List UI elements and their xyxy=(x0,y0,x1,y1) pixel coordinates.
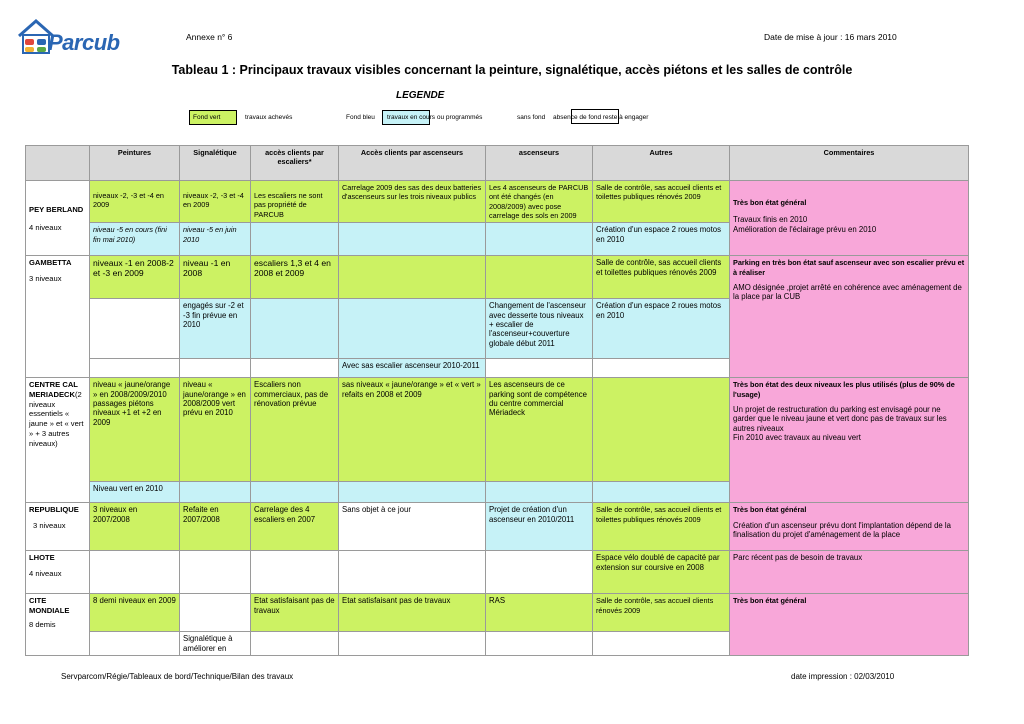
table-cell xyxy=(486,256,593,299)
table-cell xyxy=(90,359,180,378)
comment-cell xyxy=(730,256,969,378)
table-cell: Salle de contrôle, sas accueil clients rénovés 2009 xyxy=(593,594,730,632)
table-cell: Espace vélo doublé de capacité par extension sur coursive en 2008 xyxy=(593,551,730,594)
table-cell xyxy=(251,482,339,503)
site-name xyxy=(29,380,86,399)
parcub-logo xyxy=(16,16,120,58)
comment-line: Très bon état général xyxy=(733,505,807,515)
page-title: Tableau 1 : Principaux travaux visibles concernant la peinture, signalétique, accès piétons et les salles de contrôle xyxy=(171,63,853,77)
table-cell xyxy=(251,551,339,594)
legend-green-swatch xyxy=(189,110,237,125)
table-cell: 3 niveaux en 2007/2008 xyxy=(90,503,180,551)
site-levels: 4 niveaux xyxy=(29,222,62,232)
legend-none-desc: absence de fond reste à engager xyxy=(553,114,649,121)
table-cell: niveau -1 en 2008 xyxy=(180,256,251,299)
header-signaletique: Signalétique xyxy=(180,146,251,181)
table-cell xyxy=(251,223,339,256)
site-cell-republique xyxy=(26,503,90,551)
table-cell: niveau -5 en juin 2010 xyxy=(180,223,251,256)
table-cell: Les escaliers ne sont pas propriété de PARCUB xyxy=(251,181,339,223)
update-date: Date de mise à jour : 16 mars 2010 xyxy=(764,32,897,42)
site-cell-lhote xyxy=(26,551,90,594)
site-name: LHOTE xyxy=(29,553,55,563)
annex-label: Annexe n° 6 xyxy=(186,32,233,42)
comment-cell: Très bon état général xyxy=(730,594,969,656)
table-cell: niveaux -2, -3 et -4 en 2009 xyxy=(180,181,251,223)
table-header-row xyxy=(26,146,969,181)
comment-line: Création d'un ascenseur prévu dont l'implantation dépend de la finalisation du projet d'aménagement de la place xyxy=(733,520,951,539)
table-row xyxy=(26,378,969,482)
table-cell: escaliers 1,3 et 4 en 2008 et 2009 xyxy=(251,256,339,299)
header-site xyxy=(26,146,90,181)
site-name-suffix: (2 xyxy=(75,390,82,400)
table-cell: Les 4 ascenseurs de PARCUB ont été changés (en 2008/2009) avec pose carrelage des sols en 2009 xyxy=(486,181,593,223)
table-cell: Salle de contrôle, sas accueil clients et toilettes publiques rénovés 2009 xyxy=(593,181,730,223)
table-row xyxy=(26,551,969,594)
table-cell: engagés sur -2 et -3 fin prévue en 2010 xyxy=(180,299,251,359)
legend-green-desc: travaux achevés xyxy=(245,114,293,121)
table-cell xyxy=(251,299,339,359)
site-cell-gambetta xyxy=(26,256,90,378)
comment-line: AMO désignée ,projet arrêté en cohérence avec aménagement de la place par la CUB xyxy=(733,282,962,302)
comment-line: Amélioration de l'éclairage prévu en 2010 xyxy=(733,224,877,234)
site-name-text: CENTRE CAL MERIADECK xyxy=(29,380,78,400)
table-cell xyxy=(593,359,730,378)
table-cell: RAS xyxy=(486,594,593,632)
table-cell xyxy=(486,632,593,656)
table-cell xyxy=(180,551,251,594)
comment-cell: Parc récent pas de besoin de travaux xyxy=(730,551,969,594)
table-cell xyxy=(339,632,486,656)
comment-cell xyxy=(730,503,969,551)
table-cell: Les ascenseurs de ce parking sont de compétence du centre commercial Mériadeck xyxy=(486,378,593,482)
header-escaliers: accès clients par escaliers* xyxy=(251,146,339,181)
site-levels: 3 niveaux xyxy=(29,274,62,284)
table-cell: Changement de l'ascenseur avec desserte tous niveaux + escalier de l'ascenseur+couverture globale début 2011 xyxy=(486,299,593,359)
table-cell xyxy=(593,482,730,503)
table-cell: Refaite en 2007/2008 xyxy=(180,503,251,551)
site-cell-pey-berland xyxy=(26,181,90,256)
table-cell xyxy=(339,223,486,256)
header-acces-ascenseurs: Accès clients par ascenseurs xyxy=(339,146,486,181)
table-cell xyxy=(251,632,339,656)
site-cell-cite-mondiale xyxy=(26,594,90,656)
table-cell: niveaux -1 en 2008-2 et -3 en 2009 xyxy=(90,256,180,299)
table-cell: Projet de création d'un ascenseur en 2010/2011 xyxy=(486,503,593,551)
table-cell: Carrelage des 4 escaliers en 2007 xyxy=(251,503,339,551)
comment-line: Fin 2010 avec travaux au niveau vert xyxy=(733,433,861,442)
legend-title: LEGENDE xyxy=(396,90,445,101)
table-cell: 8 demi niveaux en 2009 xyxy=(90,594,180,632)
footer-path: Servparcom/Régie/Tableaux de bord/Technique/Bilan des travaux xyxy=(61,672,294,681)
header-commentaires: Commentaires xyxy=(730,146,969,181)
table-cell: Salle de contrôle, sas accueil clients et toilettes publiques rénovés 2009 xyxy=(593,503,730,551)
table-cell xyxy=(486,223,593,256)
comment-line: Très bon état des deux niveaux les plus utilisés (plus de 90% de l'usage) xyxy=(733,380,955,399)
header-autres: Autres xyxy=(593,146,730,181)
site-levels: 3 niveaux xyxy=(33,521,66,531)
header-ascenseurs: ascenseurs xyxy=(486,146,593,181)
table-row xyxy=(26,256,969,299)
table-cell: Salle de contrôle, sas accueil clients et toilettes publiques rénovés 2009 xyxy=(593,256,730,299)
table-cell xyxy=(593,632,730,656)
table-cell: niveau « jaune/orange » en 2008/2009/2010 passages piétons niveaux +1 et +2 en 2009 xyxy=(90,378,180,482)
table-cell: Création d'un espace 2 roues motos en 2010 xyxy=(593,299,730,359)
table-cell xyxy=(339,482,486,503)
table-cell xyxy=(180,359,251,378)
legend-blue-label: Fond bleu xyxy=(346,114,375,121)
table-cell: Avec sas escalier ascenseur 2010-2011 xyxy=(339,359,486,378)
site-name: GAMBETTA xyxy=(29,258,72,268)
legend-blue-desc: travaux en cours ou programmés xyxy=(387,114,483,121)
table-cell: Escaliers non commerciaux, pas de rénovation prévue xyxy=(251,378,339,482)
comment-line: Travaux finis en 2010 xyxy=(733,215,808,225)
table-cell xyxy=(486,551,593,594)
table-cell xyxy=(486,482,593,503)
table-cell xyxy=(593,378,730,482)
legend-none-label: sans fond xyxy=(517,114,546,121)
table-cell xyxy=(339,299,486,359)
comment-line: Très bon état général xyxy=(733,198,807,207)
table-cell xyxy=(180,482,251,503)
table-row xyxy=(26,181,969,223)
comment-line: Un projet de restructuration du parking est envisagé pour ne garder que le niveau jaune et vert donc pas de travaux sur les autres niveaux xyxy=(733,404,947,433)
table-row xyxy=(26,503,969,551)
site-name: PEY BERLAND xyxy=(29,205,84,214)
table-row xyxy=(26,594,969,632)
table-cell: Etat satisfaisant pas de travaux xyxy=(251,594,339,632)
table-cell: Niveau vert en 2010 xyxy=(90,482,180,503)
legend-green-label: Fond vert xyxy=(193,114,221,121)
table-cell: niveau « jaune/orange » en 2008/2009 vert prévu en 2010 xyxy=(180,378,251,482)
table-cell: sas niveaux « jaune/orange » et « vert » refaits en 2008 et 2009 xyxy=(339,378,486,482)
table-cell xyxy=(90,551,180,594)
comment-line: Parking en très bon état sauf ascenseur avec son escalier prévu et à réaliser xyxy=(733,258,965,277)
table-cell: Carrelage 2009 des sas des deux batteries d'ascenseurs sur les trois niveaux publics xyxy=(339,181,486,223)
site-levels: niveaux essentiels « jaune » et « vert » + 3 autres niveaux) xyxy=(29,399,84,448)
table-cell: Sans objet à ce jour xyxy=(339,503,486,551)
table-cell xyxy=(90,632,180,656)
site-levels: 4 niveaux xyxy=(29,569,62,579)
table-cell xyxy=(339,256,486,299)
table-cell xyxy=(339,551,486,594)
table-cell: niveaux -2, -3 et -4 en 2009 xyxy=(90,181,180,223)
logo-text: Parcub xyxy=(48,30,120,55)
comment-cell xyxy=(730,378,969,503)
table-cell xyxy=(251,359,339,378)
table-cell xyxy=(486,359,593,378)
comment-cell xyxy=(730,181,969,256)
site-name: CITE MONDIALE xyxy=(29,596,70,616)
header-peintures: Peintures xyxy=(90,146,180,181)
table-cell xyxy=(90,299,180,359)
table-cell: Etat satisfaisant pas de travaux xyxy=(339,594,486,632)
site-name: REPUBLIQUE xyxy=(29,505,79,515)
table-cell: Création d'un espace 2 roues motos en 2010 xyxy=(593,223,730,256)
table-cell xyxy=(180,594,251,632)
site-cell-meriadeck xyxy=(26,378,90,503)
table-cell: niveau -5 en cours (fini fin mai 2010) xyxy=(90,223,180,256)
site-levels: 8 demis xyxy=(29,619,56,629)
works-table xyxy=(25,145,969,656)
footer-print-date: date impression : 02/03/2010 xyxy=(791,672,895,681)
table-cell: Signalétique à améliorer en xyxy=(180,632,251,656)
